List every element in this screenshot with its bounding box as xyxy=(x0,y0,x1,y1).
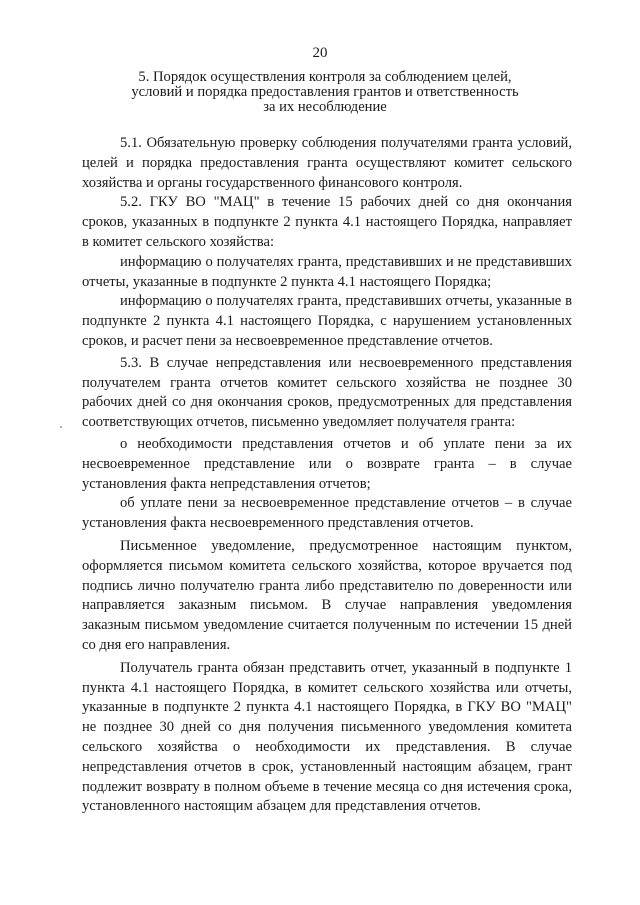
section-heading-line: условий и порядка предоставления грантов и ответственность xyxy=(131,84,519,100)
paragraph-obligation: Получатель гранта обязан представить отчет, указанный в подпункте 1 пункта 4.1 настоящего Порядка, в комитет сельского хозяйства или отчеты, указанные в подпункте 2 пункта 4.1 настоящего Порядка, в ГКУ ВО "МАЦ" не позднее 30 дней со дня получения письменного уведомления комитета сельского хозяйства о необходимости их представления. В случае непредставления отчетов в срок, установленный настоящим абзацем, грант подлежит возврату в полном объеме в течение месяца со дня истечения срока, установленного настоящим абзацем для представления отчетов. xyxy=(82,659,572,815)
paragraph-5-1: 5.1. Обязательную проверку соблюдения получателями гранта условий, целей и порядка предоставления гранта осуществляют комитет сельского хозяйства и органы государственного финансового контроля. xyxy=(82,135,572,191)
paragraph-5-3: 5.3. В случае непредставления или несвоевременного представления получателем гранта отчетов комитет сельского хозяйства не позднее 30 рабочих дней со дня окончания сроков, предусмотренных для представления соответствующих отчетов, письменно уведомляет получателя гранта: xyxy=(82,354,572,431)
paragraph-info-submitted: информацию о получателях гранта, представивших и не представивших отчеты, указанные в подпункте 2 пункта 4.1 настоящего Порядка; xyxy=(82,253,572,290)
paragraph-info-late: информацию о получателях гранта, представивших отчеты, указанные в подпункте 2 пункта 4.1 настоящего Порядка, с нарушением установленных сроков, и расчет пени за несвоевременное представление отчетов. xyxy=(82,293,572,349)
paragraph-5-2: 5.2. ГКУ ВО "МАЦ" в течение 15 рабочих дней со дня окончания сроков, указанных в подпункте 2 пункта 4.1 настоящего Порядка, направляет в комитет сельского хозяйства: xyxy=(82,194,572,250)
section-heading xyxy=(80,70,570,115)
section-heading-line: 5. Порядок осуществления контроля за соблюдением целей, xyxy=(138,69,512,85)
page-number: 20 xyxy=(312,45,328,61)
margin-mark xyxy=(60,426,62,428)
paragraph-necessity: о необходимости представления отчетов и об уплате пени за их несвоевременное представление или о возврате гранта – в случае установления факта непредставления отчетов; xyxy=(82,435,572,492)
paragraph-written-notice: Письменное уведомление, предусмотренное настоящим пунктом, оформляется письмом комитета сельского хозяйства, которое вручается под подпись лично получателю гранта либо представителю по доверенности или направляется заказным письмом. В случае направления уведомления заказным письмом уведомление считается полученным по истечении 15 дней со дня его направления. xyxy=(82,537,572,653)
section-heading-line: за их несоблюдение xyxy=(263,99,387,115)
paragraph-penalty: об уплате пени за несвоевременное представление отчетов – в случае установления факта несвоевременного представления отчетов. xyxy=(82,495,572,532)
section-body xyxy=(82,134,572,817)
